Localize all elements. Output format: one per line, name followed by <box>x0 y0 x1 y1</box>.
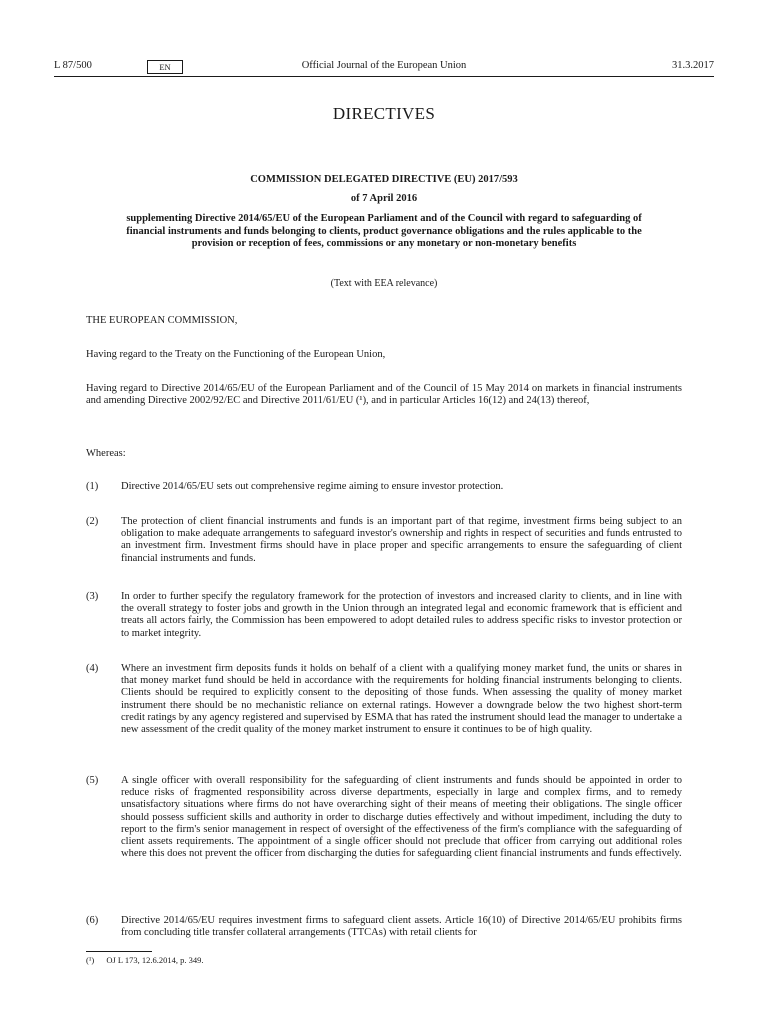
recital-text: The protection of client financial instruments and funds is an important part of that regime, investment firms being subject to an obligation to make adequate arrangements to safeguard investor's ownership and rights in respect of securities and funds entrusted to an investment firm. Investment firms should have in place proper and specific arrangements to ensure the safeguarding of client financial instruments and funds. <box>121 516 682 564</box>
recital-number: (2) <box>86 516 99 527</box>
document-date: of 7 April 2016 <box>350 192 418 204</box>
preamble-regard-treaty: Having regard to the Treaty on the Functioning of the European Union, <box>86 349 386 360</box>
eea-relevance: (Text with EEA relevance) <box>330 278 438 289</box>
recital-text: In order to further specify the regulatory framework for the protection of investors and increased clarity to clients, and in line with the overall strategy to foster jobs and growth in the Union through an integrated legal and economic framework that is efficient and treats all actors fairly, the Commission has been empowered to adopt detailed rules to address specific risks to investor protection or to market integrity. <box>121 591 682 639</box>
footnote <box>86 955 204 965</box>
journal-title: Official Journal of the European Union <box>301 60 467 71</box>
journal-header <box>54 60 714 76</box>
recital-text: Directive 2014/65/EU sets out comprehensive regime aiming to ensure investor protection. <box>121 481 504 492</box>
publication-date: 31.3.2017 <box>672 60 714 71</box>
recital-number: (3) <box>86 591 99 602</box>
preamble-whereas: Whereas: <box>86 448 126 459</box>
document-subtitle: supplementing Directive 2014/65/EU of the European Parliament and of the Council with regard to safeguarding of financial instruments and funds belonging to clients, product governance obligations and the rules applicable to the provision or reception of fees, commissions or any monetary or non-monetary benefits <box>126 213 642 249</box>
footnote-text: OJ L 173, 12.6.2014, p. 349. <box>106 955 204 965</box>
preamble-commission: THE EUROPEAN COMMISSION, <box>86 315 238 326</box>
recital-number: (4) <box>86 663 99 674</box>
recital-text: Directive 2014/65/EU requires investment firms to safeguard client assets. Article 16(10) of Directive 2014/65/EU prohibits firms from concluding title transfer collateral arrangements (TTCAs) with retail clients for <box>121 915 682 939</box>
footnote-mark: (¹) <box>86 955 95 965</box>
preamble-regard-directive: Having regard to Directive 2014/65/EU of the European Parliament and of the Council of 15 May 2014 on markets in financial instruments and amending Directive 2002/92/EC and Directive 2011/61/EU (¹), and in particular Articles 16(12) and 24(13) thereof, <box>86 383 682 407</box>
document-title: COMMISSION DELEGATED DIRECTIVE (EU) 2017/593 <box>250 174 518 185</box>
recital-number: (6) <box>86 915 99 926</box>
recital-text: A single officer with overall responsibility for the safeguarding of client instruments and funds should be appointed in order to reduce risks of fragmented responsibility across diverse departments, especially in large and complex firms, and to remedy unsatisfactory situations where firms do not have overarching sight of their means of meeting their obligations. The single officer should possess sufficient skills and authority in order to discharge duties effectively and without impediment, including the duty to report to the firm's senior management in respect of oversight of the effectiveness of the firm's compliance with the safeguarding of client assets requirements. The appointment of a single officer should not preclude that officer from carrying out additional roles where this does not prevent the officer from discharging the duties for safeguarding client financial instruments and funds effectively. <box>121 775 682 860</box>
recital-text: Where an investment firm deposits funds it holds on behalf of a client with a qualifying money market fund, the units or shares in that money market fund should be held in accordance with the requirements for holding financial instruments belonging to clients. Clients should be required to explicitly consent to the depositing of those funds. When assessing the quality of money market instrument there should be no mechanistic reliance on external ratings. However a downgrade below the two highest short-term credit ratings by any agency registered and supervised by ESMA that has rated the instrument should lead the manager to undertake a new assessment of the credit quality of the money market instrument to ensure it continues to be of high quality. <box>121 663 682 736</box>
header-divider <box>54 76 714 77</box>
recital-number: (1) <box>86 481 99 492</box>
section-title: DIRECTIVES <box>332 104 436 123</box>
document-heading <box>110 174 658 251</box>
language-badge: EN <box>147 60 183 74</box>
footnote-divider <box>86 951 152 952</box>
page-reference: L 87/500 <box>54 60 92 71</box>
recital-number: (5) <box>86 775 99 786</box>
